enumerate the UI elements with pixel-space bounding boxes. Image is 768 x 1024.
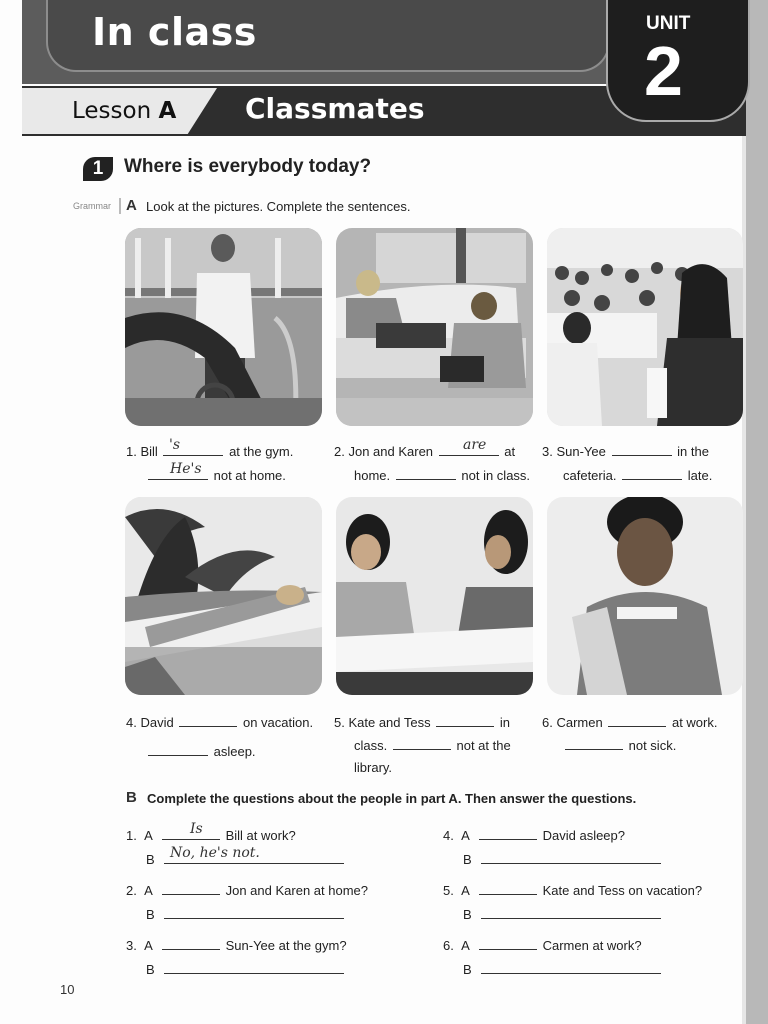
blank-3a[interactable] [612, 442, 672, 456]
blank-6b[interactable] [565, 736, 623, 750]
b-blank-2a[interactable] [162, 881, 220, 895]
b-blank-4a[interactable] [479, 826, 537, 840]
item-4-line2: asleep. [146, 742, 256, 759]
lesson-letter: A [158, 98, 177, 124]
section-number-badge: 1 [83, 157, 113, 181]
blank-5a[interactable] [436, 713, 494, 727]
b-blank-2b[interactable] [164, 905, 344, 919]
blank-6a[interactable] [608, 713, 666, 727]
b-item-4-b: B [463, 850, 663, 867]
b-item-4-a: 4. A David asleep? [443, 828, 625, 843]
b-blank-4b[interactable] [481, 850, 661, 864]
b-blank-3b[interactable] [164, 960, 344, 974]
b-item-5-b: B [463, 905, 663, 922]
item-1-line1: 1. Bill at the gym. [126, 444, 294, 459]
b-item-6-a: 6. A Carmen at work? [443, 938, 642, 953]
lesson-label [72, 98, 176, 124]
b-item-3-b: B [146, 960, 346, 977]
lesson-word: Lesson [72, 98, 152, 124]
item-6-line2: not sick. [563, 736, 676, 753]
handwritten-answer-1a: 's [169, 437, 181, 453]
b-item-1-b: B [146, 850, 346, 867]
part-b-instruction: Complete the questions about the people in part A. Then answer the questions. [147, 791, 637, 806]
photo-gym [125, 228, 322, 426]
handwritten-answer-1b: He's [170, 461, 202, 477]
blank-3b[interactable] [622, 466, 682, 480]
page-edge [746, 0, 768, 1024]
part-b-letter: B [126, 789, 137, 806]
unit-title: In class [92, 10, 257, 54]
section-title: Where is everybody today? [124, 156, 372, 177]
item-2-line2: home. not in class. [354, 468, 531, 483]
b-item-1-a: 1. A Bill at work? [126, 828, 296, 843]
handwritten-answer-2a: are [463, 437, 487, 453]
b-blank-6b[interactable] [481, 960, 661, 974]
b-blank-5a[interactable] [479, 881, 537, 895]
photo-home [336, 228, 533, 426]
b-blank-6a[interactable] [479, 936, 537, 950]
item-5-line1: 5. Kate and Tess in [334, 715, 510, 730]
blank-4a[interactable] [179, 713, 237, 727]
page-number: 10 [60, 982, 75, 997]
photo-work [547, 497, 743, 695]
unit-word: UNIT [646, 13, 691, 34]
blank-2b[interactable] [396, 466, 456, 480]
b-item-2-a: 2. A Jon and Karen at home? [126, 883, 368, 898]
b-blank-3a[interactable] [162, 936, 220, 950]
blank-4b[interactable] [148, 742, 208, 756]
photo-cafeteria [547, 228, 743, 426]
item-4-line1: 4. David on vacation. [126, 715, 314, 730]
item-5-line2: class. not at the [354, 738, 511, 753]
item-5-line3: library. [354, 760, 393, 775]
grammar-tag: Grammar [73, 201, 111, 211]
b-item-5-a: 5. A Kate and Tess on vacation? [443, 883, 703, 898]
part-a-letter: A [126, 197, 137, 214]
blank-5b[interactable] [393, 736, 451, 750]
item-3-line1: 3. Sun-Yee in the [542, 444, 709, 459]
item-1-line2: not at home. [146, 466, 286, 483]
b-item-2-b: B [146, 905, 346, 922]
unit-number: 2 [644, 32, 683, 110]
b-item-3-a: 3. A Sun-Yee at the gym? [126, 938, 347, 953]
grammar-divider [119, 198, 121, 214]
b-item-6-b: B [463, 960, 663, 977]
handwritten-b-1a: Is [190, 821, 203, 837]
lesson-title: Classmates [245, 92, 425, 125]
item-6-line1: 6. Carmen at work. [542, 715, 718, 730]
part-a-instruction: Look at the pictures. Complete the sentences. [146, 199, 411, 214]
b-blank-5b[interactable] [481, 905, 661, 919]
photo-vacation [125, 497, 322, 695]
item-3-line2: cafeteria. late. [563, 468, 713, 483]
handwritten-b-1b: No, he's not. [170, 845, 260, 861]
item-2-line1: 2. Jon and Karen at [334, 444, 516, 459]
photo-class [336, 497, 533, 695]
